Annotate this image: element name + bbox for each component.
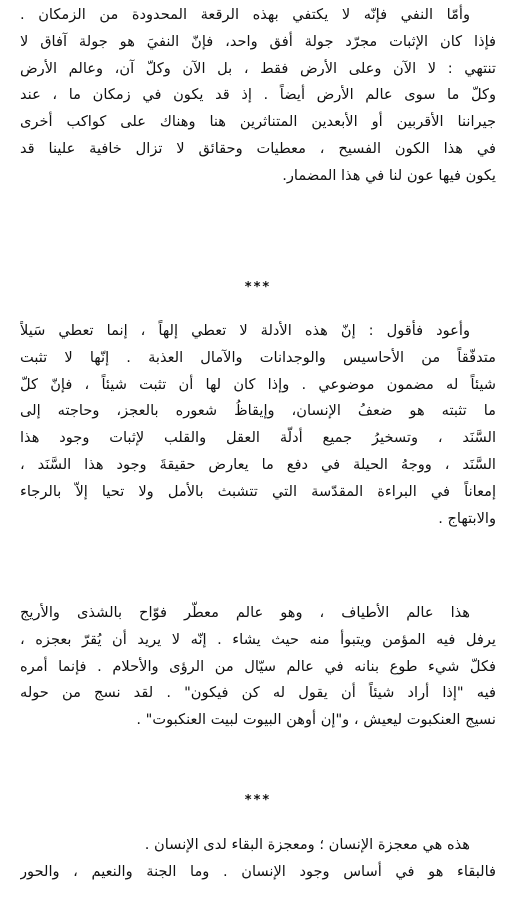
text-line: شيئاً له مضمون موضوعي . وإذا كان لها أن تثبت شيئاً ، فإنّ كلّ [20, 375, 496, 393]
text-line: فكلّ شيء طوع بنانه في عالم سيّال من الرؤى والأحلام . فإنما أمره [20, 657, 496, 675]
text-line: تنتهي : لا الآن وعلى الأرض فقط ، بل الآن وكلّ آن، وعالم الأرض [20, 59, 496, 77]
book-page [20, 0, 496, 909]
text-line: فالبقاء هو في أساس وجود الإنسان . وما الجنة والنعيم ، والحور [20, 862, 496, 880]
text-line: نسيج العنكبوت ليعيش ، و"إن أوهن البيوت لبيت العنكبوت" . [136, 711, 496, 729]
text-line: السَّنَد ، ووجهُ الحيلة في دفع ما يعارض حقيقةَ وجود هذا السَّنَد ، [20, 455, 496, 473]
paragraph-proofs [20, 318, 496, 532]
text-line: وأمّا النفي فإنّه لا يكتفي بهذه الرقعة المحدودة من الزمكان . [20, 6, 470, 23]
text-line: وأعود فأقول : إنّ هذه الأدلة لا تعطي إلهاً ، إنما تعطي سَيلاً [20, 322, 470, 339]
text-line: السَّنَد ، وتسخيرُ جميع أدلّة العقل والقلب لإثبات وجود هذا [20, 429, 496, 447]
paragraph-miracle [20, 832, 496, 886]
paragraph-negation [20, 2, 496, 190]
text-line: ما تثبته هو ضعفُ الإنسان، وإيقاظُ شعوره بالعجز، وحاجته إلى [20, 402, 496, 420]
section-separator: *** [244, 793, 272, 808]
paragraph-world-of-phantoms [20, 600, 496, 734]
text-line: يكون فيها عون لنا في هذا المضمار. [282, 166, 496, 184]
text-line: فيه "إذا أراد شيئاً أن يقول له كن فيكون" . لقد نسج من حوله [20, 684, 496, 702]
text-line: وكلّ ما سوى عالم الأرض أيضاً . إذ قد يكون في زمكان ما ، عند [20, 86, 496, 104]
text-line: والابتهاج . [438, 509, 496, 527]
text-line: يرفل فيه المؤمن ويتبوأ منه حيث يشاء . إنّه لا يريد أن يُقرّ بعجزه ، [20, 630, 496, 648]
text-line: في هذا الكون الفسيح ، معطيات وحقائق لا تزال خافية علينا قد [20, 139, 496, 157]
text-line: هذه هي معجزة الإنسان ؛ ومعجزة البقاء لدى الإنسان . [144, 836, 470, 853]
text-line: متدفّقاً من الأحاسيس والوجدانات والآمال العذبة . إنّها لا تثبت [20, 348, 496, 366]
section-separator: *** [244, 280, 272, 295]
text-line: فإذا كان الإثبات مجرّد جولة أفق واحد، فإنّ النفيَ هو جولة آفاق لا [20, 32, 496, 50]
text-line: جيراننا الأقربين أو الأبعدين المتناثرين هنا وهناك على كواكب أخرى [20, 113, 496, 131]
text-line: هذا عالم الأطياف ، وهو عالم معطّر فوّاح بالشذى والأريج [20, 604, 470, 621]
text-line: إمعاناً في البراءة المقدّسة التي تتشبث بالأمل ولا تحيا إلاّ بالرجاء [20, 482, 496, 500]
